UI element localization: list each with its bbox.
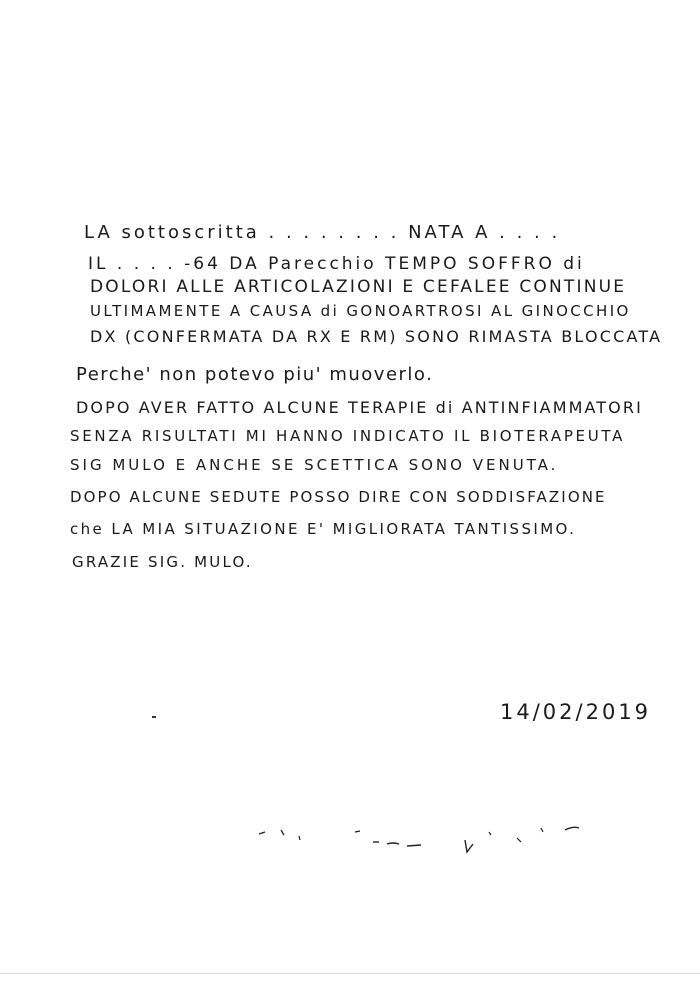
letter-line-2: IL . . . . -64 DA Parecchio TEMPO SOFFRO di	[88, 254, 585, 274]
letter-date: 14/02/2019	[500, 700, 652, 724]
letter-line-6: Perche' non potevo piu' muoverlo.	[76, 364, 434, 385]
letter-line-8: SENZA RISULTATI MI HANNO INDICATO IL BIOTERAPEUTA	[70, 427, 626, 445]
letter-line-4: ULTIMAMENTE A CAUSA di GONOARTROSI AL GINOCCHIO	[90, 302, 631, 320]
letter-line-3: DOLORI ALLE ARTICOLAZIONI E CEFALEE CONTINUE	[90, 277, 627, 297]
letter-line-9: SIG MULO E ANCHE SE SCETTICA SONO VENUTA.	[70, 456, 559, 474]
letter-line-1: LA sottoscritta . . . . . . . . NATA A . . . .	[84, 222, 561, 243]
handwritten-signature-icon	[255, 822, 585, 868]
letter-line-11: che LA MIA SITUAZIONE E' MIGLIORATA TANTISSIMO.	[70, 520, 577, 538]
letter-line-12: GRAZIE SIG. MULO.	[72, 553, 253, 571]
page-bottom-edge	[0, 973, 700, 974]
letter-line-10: DOPO ALCUNE SEDUTE POSSO DIRE CON SODDISFAZIONE	[70, 488, 607, 506]
letter-line-7: DOPO AVER FATTO ALCUNE TERAPIE di ANTINFIAMMATORI	[76, 398, 643, 417]
letter-line-5: DX (CONFERMATA DA RX E RM) SONO RIMASTA BLOCCATA	[90, 327, 663, 346]
stray-pen-mark	[152, 716, 156, 718]
